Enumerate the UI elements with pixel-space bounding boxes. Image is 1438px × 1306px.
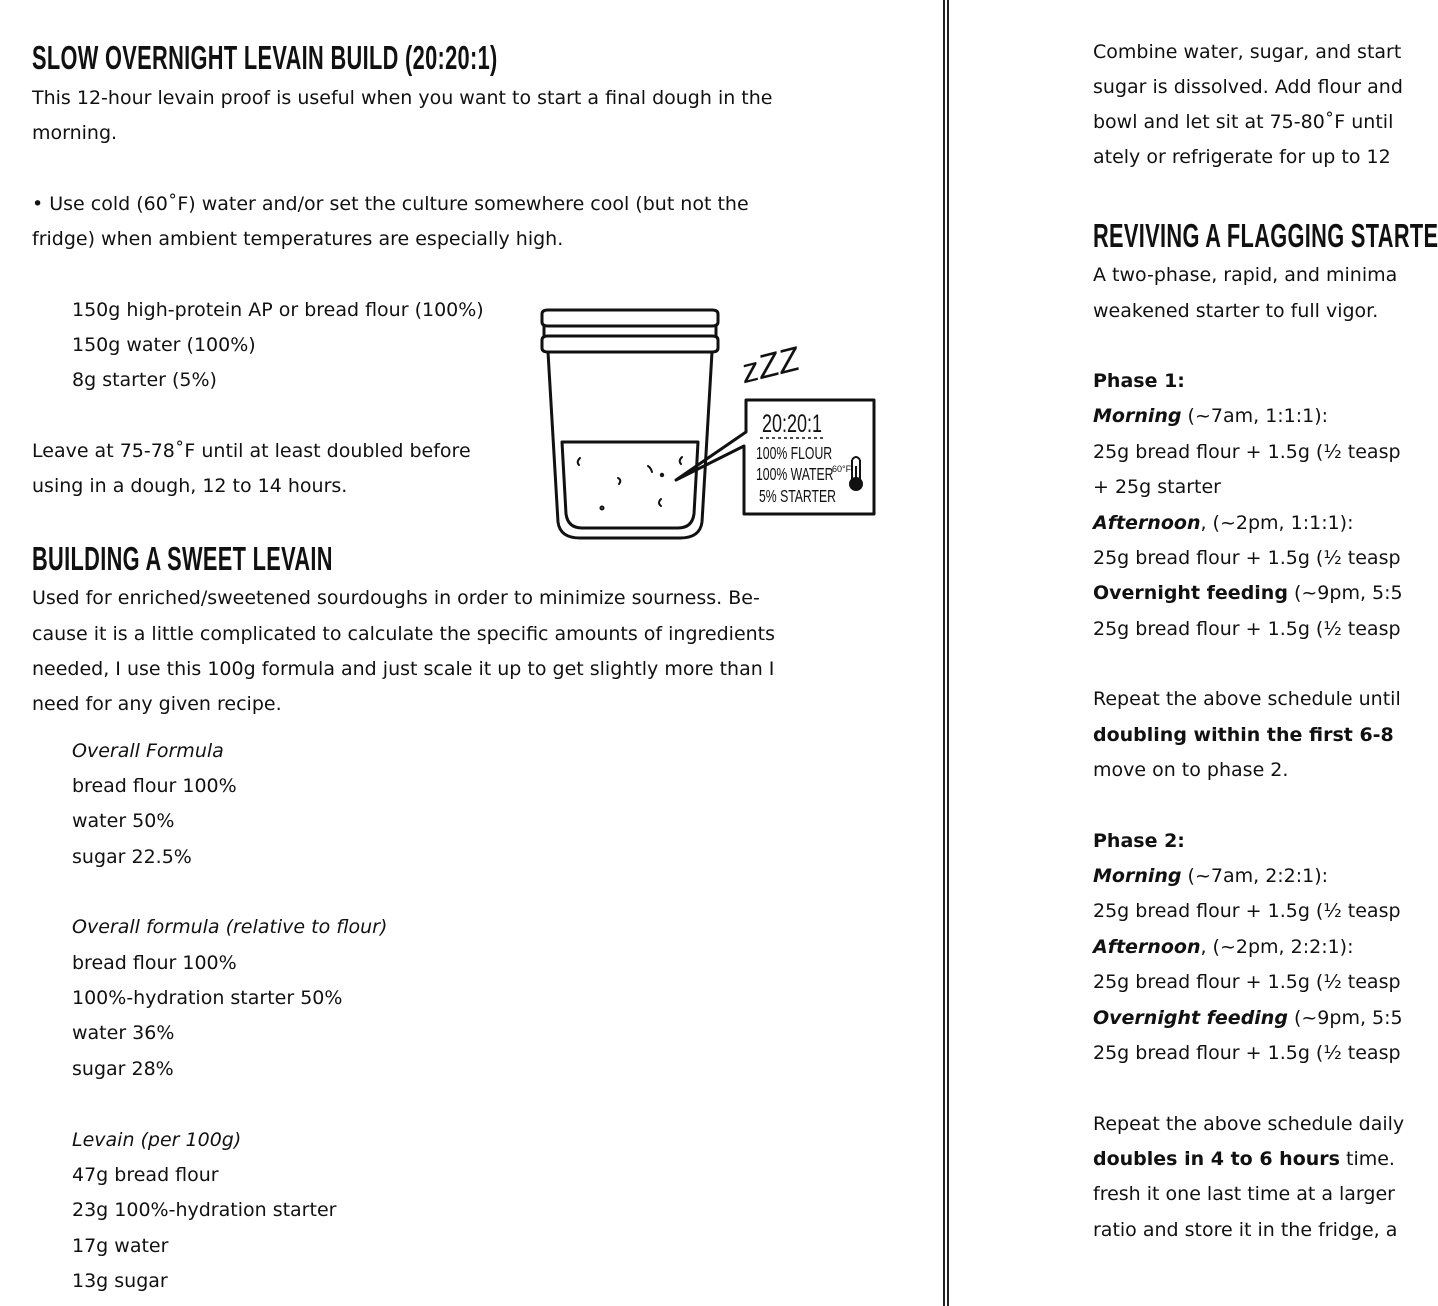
sweet-intro-line-4: need for any given recipe. [32, 693, 282, 715]
levain-tip-line-2: fridge) when ambient temperatures are especially high. [32, 228, 564, 250]
phase-1-overnight-line: 25g bread flour + 1.5g (½ teasp [1093, 618, 1401, 640]
overall-formula-item: bread flour 100% [72, 775, 237, 797]
temperature-label: 60°F [832, 464, 852, 474]
phase-1-afternoon: Afternoon, (~2pm, 1:1:1): [1093, 512, 1354, 534]
levain-note-line-1: Leave at 75-78˚F until at least doubled before [32, 440, 471, 462]
levain-intro-line-1: This 12-hour levain proof is useful when you want to start a final dough in the [32, 87, 773, 109]
phase-2-heading: Phase 2: [1093, 830, 1185, 852]
levain-per-100g-item: 17g water [72, 1235, 169, 1257]
levain-per-100g-item: 13g sugar [72, 1270, 168, 1292]
section-title-levain-build: SLOW OVERNIGHT LEVAIN BUILD (20:20:1) [32, 39, 498, 76]
sweet-intro-line-2: cause it is a little complicated to calculate the specific amounts of ingredients [32, 623, 776, 645]
thermometer-icon [850, 457, 862, 490]
repeat-1-line-1: Repeat the above schedule until [1093, 688, 1401, 710]
right-top-line-2: sugar is dissolved. Add flour and [1093, 76, 1403, 98]
page-divider-left [943, 0, 945, 1306]
ratio-label: 20:20:1 [762, 409, 823, 438]
page-divider-right [947, 0, 949, 1306]
overall-formula-item: water 50% [72, 810, 175, 832]
relative-formula-item: water 36% [72, 1022, 175, 1044]
repeat-2-line-4: ratio and store it in the fridge, a [1093, 1219, 1398, 1241]
phase-1-overnight: Overnight feeding (~9pm, 5:5 [1093, 582, 1403, 604]
phase-1-morning: Morning (~7am, 1:1:1): [1093, 405, 1329, 427]
phase-2-afternoon-line: 25g bread flour + 1.5g (½ teasp [1093, 971, 1401, 993]
levain-note-line-2: using in a dough, 12 to 14 hours. [32, 475, 348, 497]
phase-1-morning-line-1: 25g bread flour + 1.5g (½ teasp [1093, 441, 1401, 463]
levain-ingredient-water: 150g water (100%) [72, 334, 256, 356]
flour-percentage-label: 100% FLOUR [756, 443, 833, 464]
phase-2-afternoon: Afternoon, (~2pm, 2:2:1): [1093, 936, 1354, 958]
phase-2-morning: Morning (~7am, 2:2:1): [1093, 865, 1329, 887]
starter-percentage-label: 5% STARTER [759, 486, 837, 507]
levain-per-100g-item: 47g bread flour [72, 1164, 219, 1186]
overall-formula-heading: Overall Formula [72, 740, 224, 762]
levain-intro-line-2: morning. [32, 122, 118, 144]
repeat-2-line-1: Repeat the above schedule daily [1093, 1113, 1405, 1135]
reviving-intro-line-1: A two-phase, rapid, and minima [1093, 264, 1398, 286]
levain-tip-line-1: • Use cold (60˚F) water and/or set the culture somewhere cool (but not the [32, 193, 749, 215]
relative-formula-heading: Overall formula (relative to flour) [72, 916, 388, 938]
section-title-sweet-levain: BUILDING A SWEET LEVAIN [32, 540, 333, 577]
phase-2-overnight-line: 25g bread flour + 1.5g (½ teasp [1093, 1042, 1401, 1064]
overall-formula-item: sugar 22.5% [72, 846, 192, 868]
levain-ingredient-starter: 8g starter (5%) [72, 369, 217, 391]
sweet-intro-line-1: Used for enriched/sweetened sourdoughs in order to minimize sourness. Be- [32, 587, 760, 609]
phase-2-overnight: Overnight feeding (~9pm, 5:5 [1093, 1007, 1403, 1029]
levain-ingredient-flour: 150g high-protein AP or bread flour (100%) [72, 299, 484, 321]
reviving-intro-line-2: weakened starter to full vigor. [1093, 300, 1379, 322]
right-top-line-1: Combine water, sugar, and start [1093, 41, 1402, 63]
zzz-label: zZZ [737, 339, 804, 392]
relative-formula-item: sugar 28% [72, 1058, 174, 1080]
repeat-2-line-3: fresh it one last time at a larger [1093, 1183, 1395, 1205]
section-title-reviving: REVIVING A FLAGGING STARTE [1093, 217, 1438, 254]
repeat-1-line-2: doubling within the first 6-8 [1093, 724, 1394, 746]
levain-per-100g-item: 23g 100%-hydration starter [72, 1199, 337, 1221]
right-page [950, 0, 1438, 1306]
right-top-line-3: bowl and let sit at 75-80˚F until [1093, 111, 1394, 133]
phase-1-morning-line-2: + 25g starter [1093, 476, 1221, 498]
repeat-1-line-3: move on to phase 2. [1093, 759, 1289, 781]
levain-per-100g-heading: Levain (per 100g) [72, 1129, 242, 1151]
jar-illustration [530, 300, 890, 550]
repeat-2-line-2: doubles in 4 to 6 hours time. [1093, 1148, 1395, 1170]
phase-2-morning-line: 25g bread flour + 1.5g (½ teasp [1093, 900, 1401, 922]
relative-formula-item: bread flour 100% [72, 952, 237, 974]
phase-1-afternoon-line: 25g bread flour + 1.5g (½ teasp [1093, 547, 1401, 569]
sweet-intro-line-3: needed, I use this 100g formula and just scale it up to get slightly more than I [32, 658, 775, 680]
phase-1-heading: Phase 1: [1093, 370, 1185, 392]
right-top-line-4: ately or refrigerate for up to 12 [1093, 146, 1391, 168]
relative-formula-item: 100%-hydration starter 50% [72, 987, 343, 1009]
water-percentage-label: 100% WATER [756, 464, 834, 485]
